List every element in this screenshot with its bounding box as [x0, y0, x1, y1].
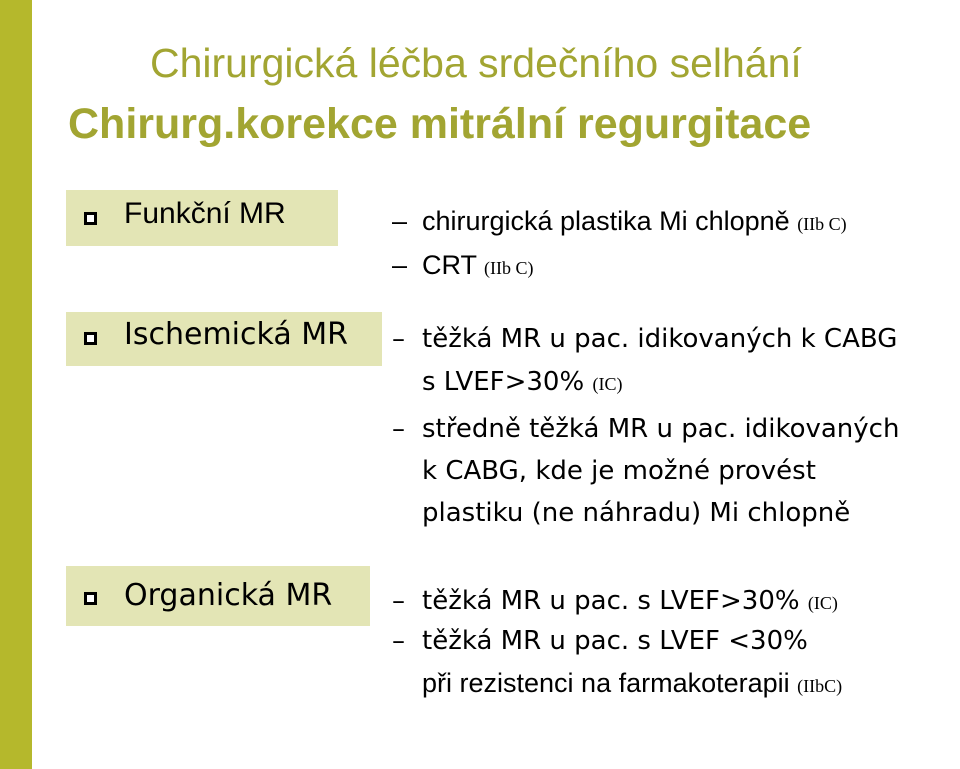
list-item	[392, 250, 534, 281]
dash-marker: –	[392, 324, 405, 354]
item-text: středně těžká MR u pac. idikovaných	[422, 414, 900, 444]
item-text: při rezistenci na farmakoterapii	[422, 668, 790, 698]
list-item	[392, 414, 899, 444]
item-text: plastiku (ne náhradu) Mi chlopně	[422, 498, 851, 528]
slide-subtitle: Chirurg.korekce mitrální regurgitace	[68, 100, 812, 148]
category-label-funkcni: Funkční MR	[124, 197, 286, 230]
square-bullet-icon	[84, 592, 97, 605]
item-text: k CABG, kde je možné provést	[422, 456, 816, 486]
item-text: těžká MR u pac. idikovaných k CABG	[422, 324, 898, 354]
dash-marker: –	[392, 414, 405, 444]
category-label-ischemicka: Ischemická MR	[124, 317, 348, 352]
square-bullet-icon	[84, 332, 97, 345]
list-item-continuation	[422, 668, 842, 699]
left-accent-bar	[0, 0, 32, 769]
list-item-continuation	[422, 456, 816, 486]
dash-marker: –	[392, 250, 408, 280]
evidence-grade: (IC)	[592, 374, 623, 394]
slide-title: Chirurgická léčba srdečního selhání	[150, 40, 802, 86]
item-text: CRT	[422, 250, 477, 280]
dash-marker: –	[392, 206, 408, 236]
category-label-organicka: Organická MR	[124, 578, 333, 613]
item-text: těžká MR u pac. s LVEF>30%	[422, 586, 800, 616]
item-text: s LVEF>30%	[422, 367, 585, 397]
evidence-grade: (IC)	[807, 593, 838, 613]
square-bullet-icon	[84, 212, 97, 225]
item-text: těžká MR u pac. s LVEF <30%	[422, 626, 808, 656]
list-item	[392, 206, 847, 237]
dash-marker: –	[392, 586, 405, 616]
item-text: chirurgická plastika Mi chlopně	[422, 206, 790, 236]
list-item-continuation	[422, 498, 850, 528]
evidence-grade: (IIbC)	[797, 676, 843, 696]
list-item-continuation	[422, 367, 622, 397]
list-item	[392, 626, 808, 656]
list-item	[392, 586, 838, 616]
evidence-grade: (IIb C)	[797, 214, 847, 234]
list-item	[392, 324, 897, 354]
dash-marker: –	[392, 626, 405, 656]
evidence-grade: (IIb C)	[484, 258, 534, 278]
